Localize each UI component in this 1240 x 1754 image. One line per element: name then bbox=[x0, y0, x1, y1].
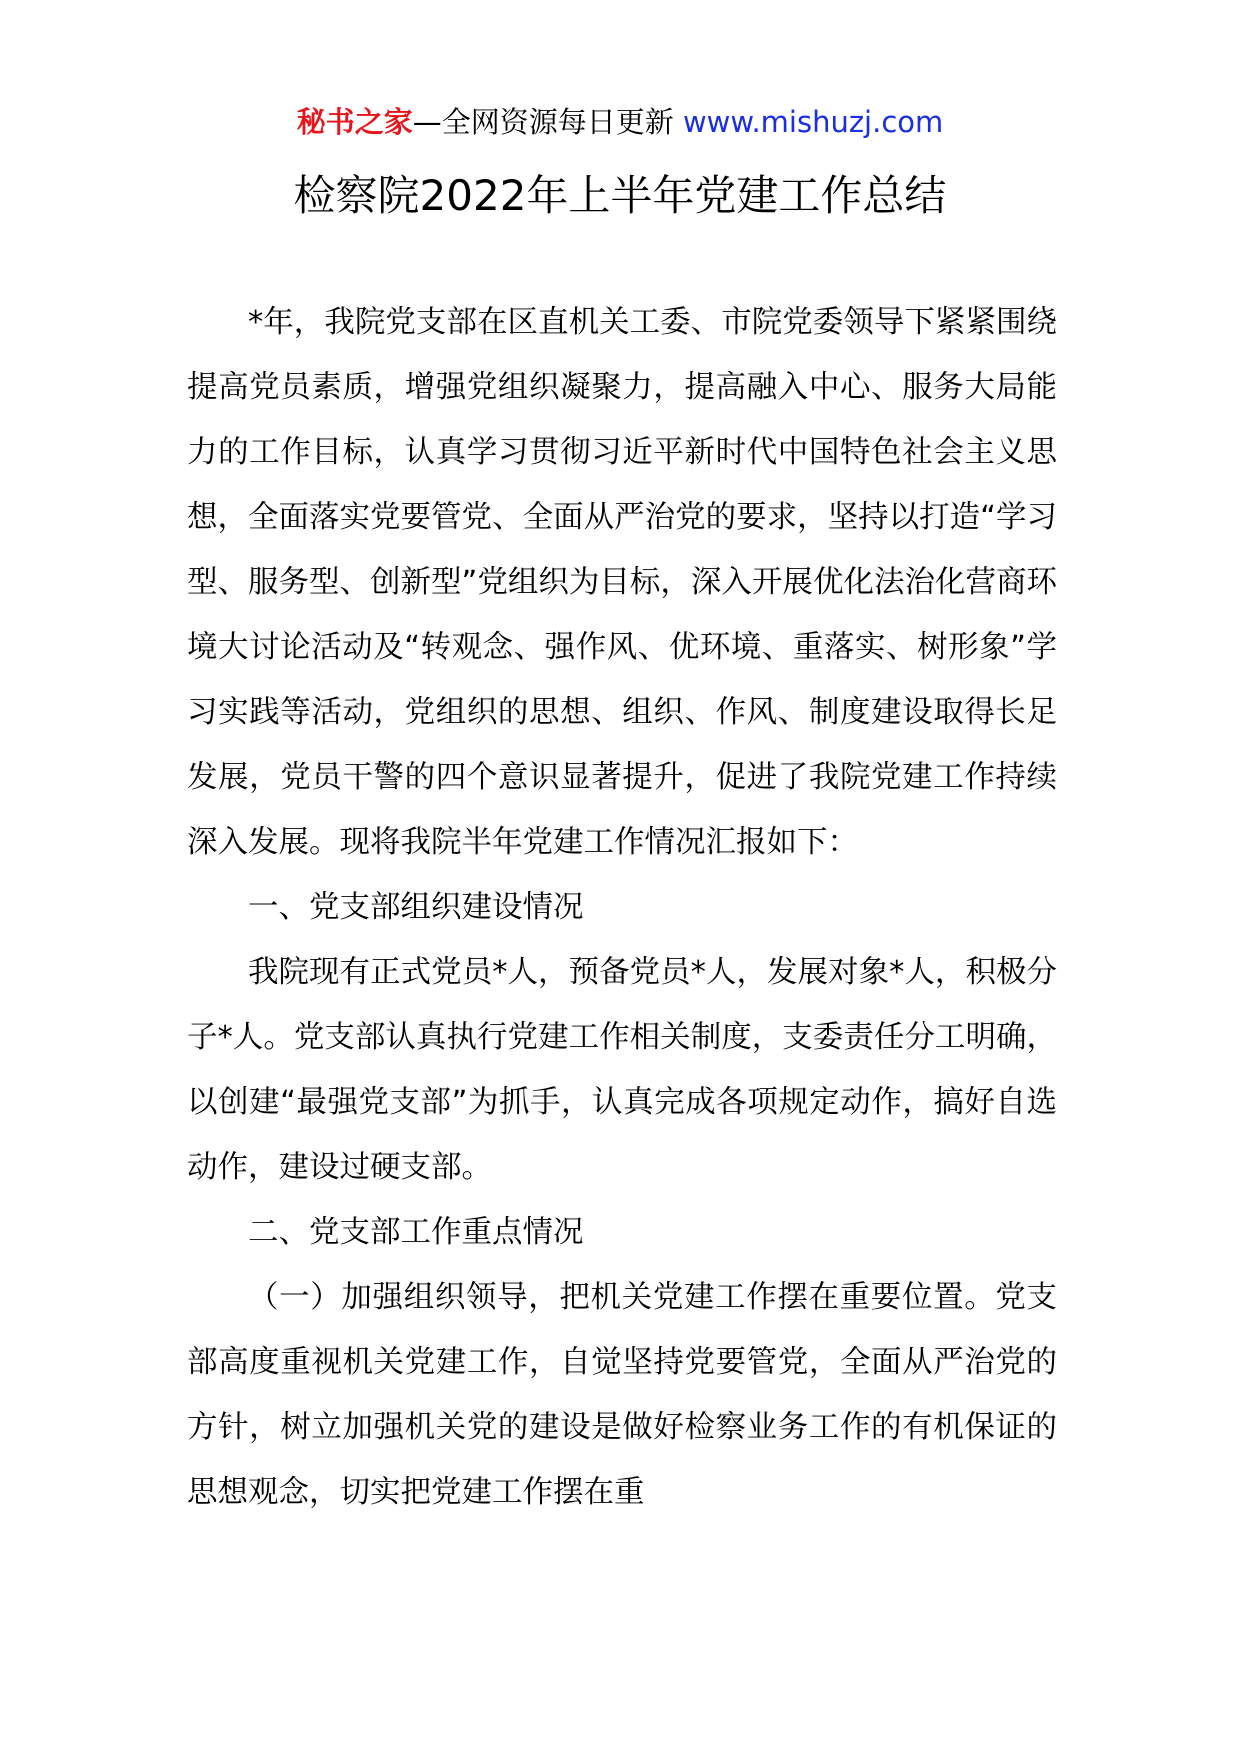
section-heading-1: 一、党支部组织建设情况 bbox=[248, 890, 584, 925]
section-2-paragraph: （一）加强组织领导，把机关党建工作摆在重要位置。党支部高度重视机关党建工作，自觉坚持党要管党，全面从严治党的方针，树立加强机关党的建设是做好检察业务工作的有机保证的思想观念，切实把党建工作摆在重 bbox=[187, 1280, 1057, 1510]
site-slogan: —全网资源每日更新 bbox=[412, 105, 683, 139]
document-title: 检察院2022年上半年党建工作总结 bbox=[293, 171, 947, 220]
site-brand: 秘书之家 bbox=[296, 105, 413, 139]
section-1-paragraph: 我院现有正式党员*人，预备党员*人，发展对象*人，积极分子*人。党支部认真执行党建工作相关制度，支委责任分工明确，以创建“最强党支部”为抓手，认真完成各项规定动作，搞好自选动作，建设过硬支部。 bbox=[187, 955, 1057, 1185]
section-heading-2: 二、党支部工作重点情况 bbox=[248, 1215, 584, 1250]
site-header bbox=[0, 100, 1240, 144]
intro-paragraph: *年，我院党支部在区直机关工委、市院党委领导下紧紧围绕提高党员素质，增强党组织凝聚力，提高融入中心、服务大局能力的工作目标，认真学习贯彻习近平新时代中国特色社会主义思想，全面落实党要管党、全面从严治党的要求，坚持以打造“学习型、服务型、创新型”党组织为目标，深入开展优化法治化营商环境大讨论活动及“转观念、强作风、优环境、重落实、树形象”学习实践等活动，党组织的思想、组织、作风、制度建设取得长足发展，党员干警的四个意识显著提升，促进了我院党建工作持续深入发展。现将我院半年党建工作情况汇报如下： bbox=[187, 305, 1057, 860]
document-body bbox=[187, 290, 1057, 1525]
site-url-link[interactable]: www.mishuzj.com bbox=[682, 105, 944, 139]
